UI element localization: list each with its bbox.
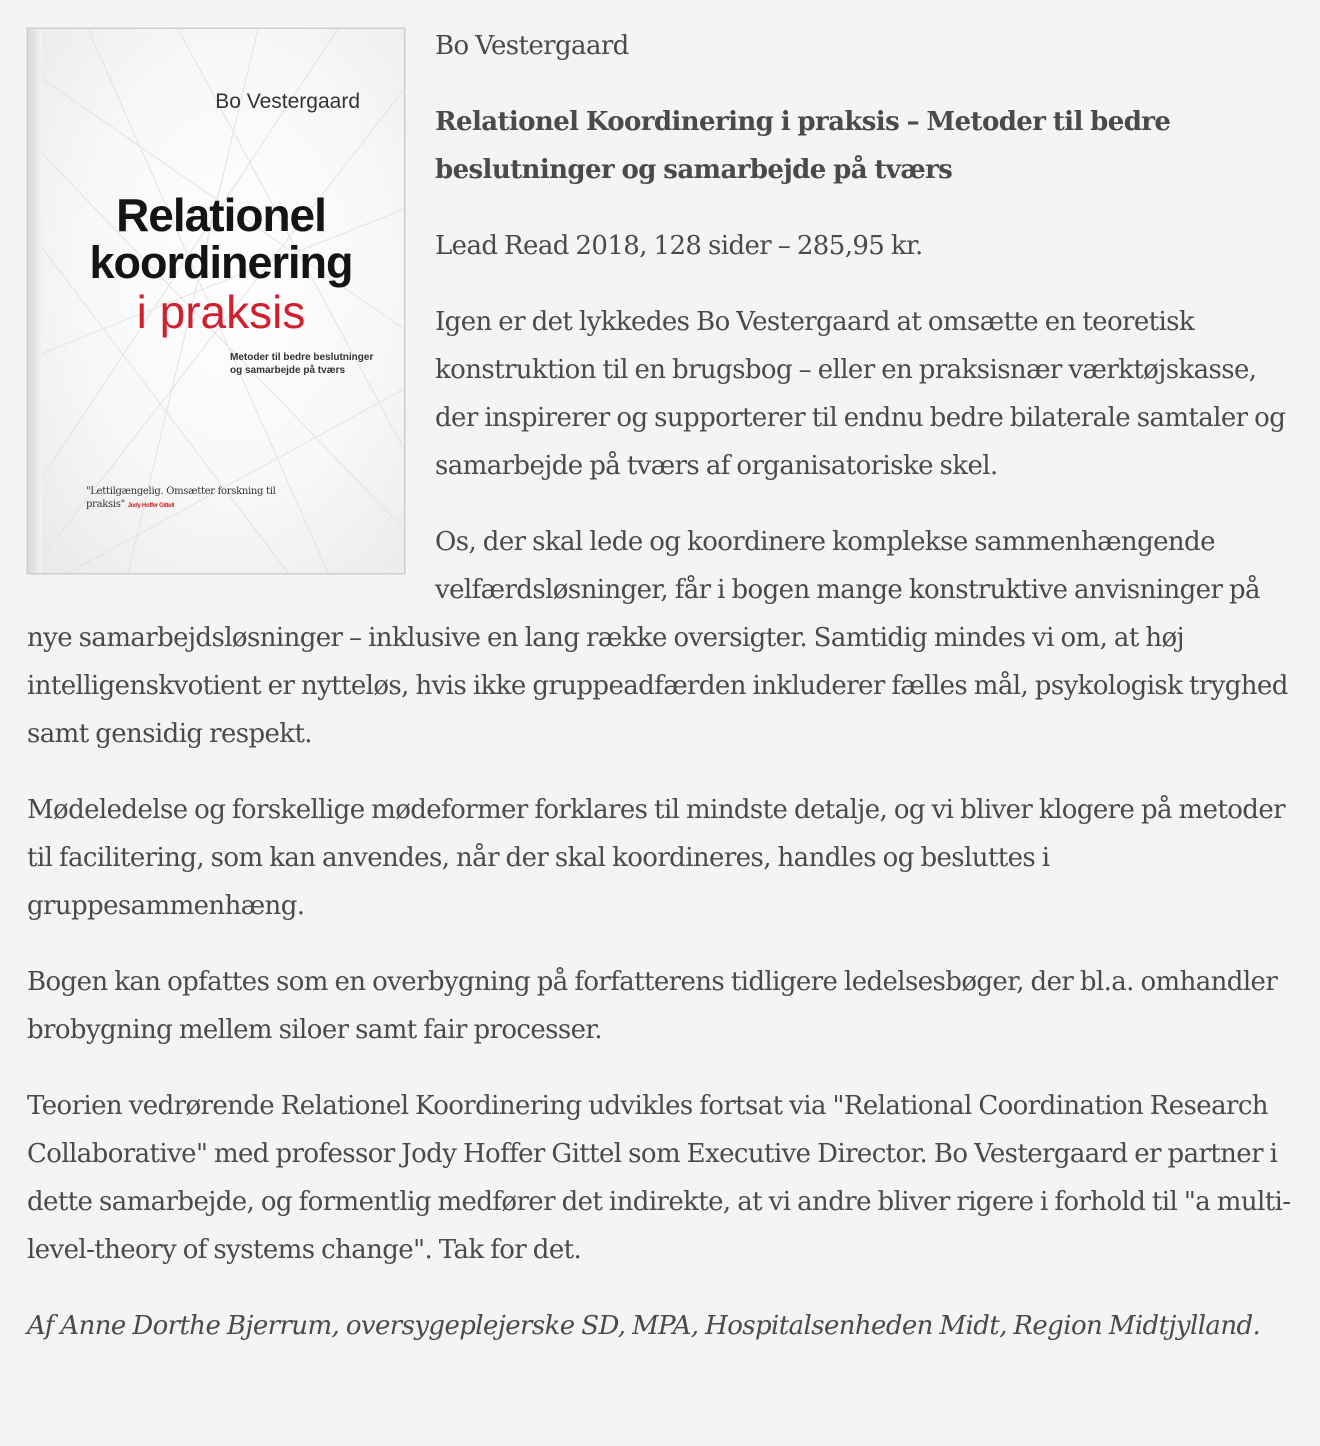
cover-tagline: [230, 351, 400, 377]
review-author: Bo Vestergaard: [435, 31, 629, 61]
review-book-title: Relationel Koordinering i praksis – Metoder til bedre beslutninger og samarbejde på tværs: [435, 107, 1171, 185]
cover-title-line-1: Relationel: [116, 189, 326, 241]
book-review-article: [27, 22, 1295, 1378]
cover-quote-text: "Lettilgængelig. Omsætter forskning til praksis": [86, 486, 276, 510]
cover-title: [56, 191, 386, 287]
book-cover-image: [27, 28, 405, 574]
cover-tagline-line-2: og samarbejde på tværs: [230, 365, 346, 376]
review-publication-info: Lead Read 2018, 128 sider – 285,95 kr.: [435, 231, 923, 261]
cover-author: Bo Vestergaard: [215, 90, 360, 113]
cover-title-line-3: i praksis: [136, 286, 306, 338]
cover-spine: [28, 29, 42, 573]
cover-quote: [86, 485, 306, 513]
review-paragraph: Bogen kan opfattes som en overbygning på forfatterens tidligere ledelsesbøger, der bl.a. omhandler brobygning mellem siloer samt fair processer.: [27, 967, 1278, 1045]
cover-tagline-line-1: Metoder til bedre beslutninger: [230, 352, 374, 363]
review-paragraph: Teorien vedrørende Relationel Koordinering udvikles fortsat via "Relational Coordination Research Collaborative" med professor Jody Hoffer Gittel som Executive Director. Bo Vestergaard er partner i dette samarbejde, og formentlig medfører det indirekte, at vi andre bliver rigere i forhold til "a multi-level-theory of systems change". Tak for det.: [27, 1091, 1291, 1265]
cover-title-line-2: koordinering: [89, 237, 353, 288]
review-paragraph: Os, der skal lede og koordinere komplekse sammenhængende velfærdsløsninger, får i bogen mange konstruktive anvisninger på nye samarbejdsløsninger – inklusive en lang række oversigter. Samtidig mindes vi om, at høj intelligenskvotient er nytteløs, hvis ikke gruppeadfærden inkluderer fælles mål, psykologisk tryghed samt gensidig respekt.: [27, 527, 1288, 749]
cover-quote-author: Jody Hoffer Gittell: [127, 503, 175, 509]
review-paragraph: Mødeledelse og forskellige mødeformer forklares til mindste detalje, og vi bliver klogere på metoder til facilitering, som kan anvendes, når der skal koordineres, handles og besluttes i gruppesammenhæng.: [27, 795, 1285, 921]
reviewer-signature: Af Anne Dorthe Bjerrum, oversygeplejerske SD, MPA, Hospitalsenheden Midt, Region Midtjylland.: [27, 1311, 1261, 1341]
review-paragraph: Igen er det lykkedes Bo Vestergaard at omsætte en teoretisk konstruktion til en brugsbog – eller en praksisnær værktøjskasse, der inspirerer og supporterer til endnu bedre bilaterale samtaler og samarbejde på tværs af organisatoriske skel.: [435, 307, 1286, 481]
